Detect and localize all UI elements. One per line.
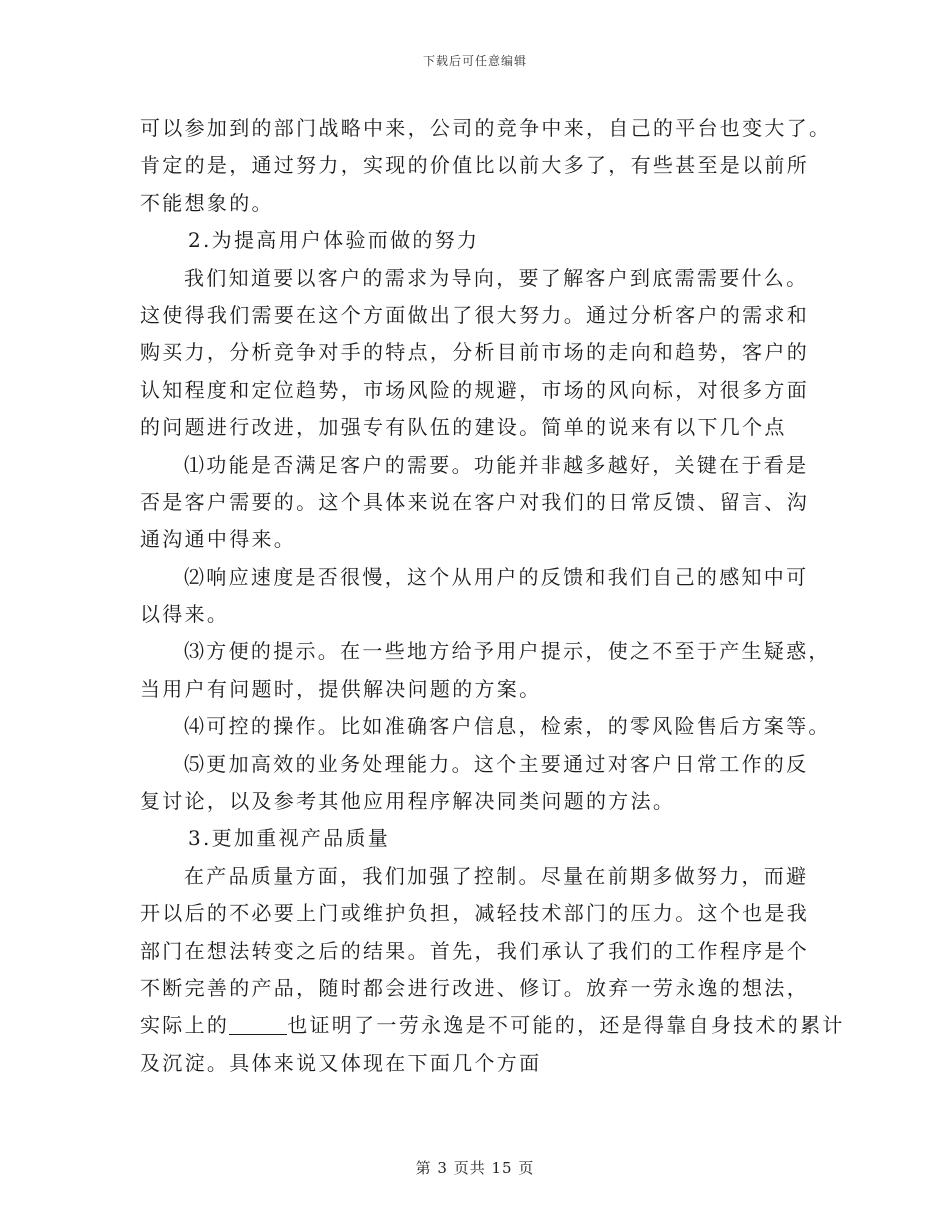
paragraph-line: 这使得我们需要在这个方面做出了很大努力。通过分析客户的需求和 — [140, 302, 809, 327]
document-body — [140, 110, 845, 1082]
page-footer: 第 3 页共 15 页 — [415, 1159, 535, 1177]
section-heading: 3.更加重视产品质量 — [188, 826, 391, 851]
paragraph-line: 的问题进行改进，加强专有队伍的建设。简单的说来有以下几个点 — [140, 415, 787, 440]
paragraph-line: 可以参加到的部门战略中来，公司的竞争中来，自己的平台也变大了。 — [140, 116, 832, 140]
paragraph-line: 不能想象的。 — [140, 190, 274, 215]
page-header: 下载后可任意编辑 — [422, 54, 527, 68]
paragraph-line: 我们知道要以客户的需求为导向，要了解客户到底需需要什么。 — [184, 265, 809, 290]
list-item-line: 当用户有问题时，提供解决问题的方案。 — [140, 676, 542, 701]
paragraph-line: 在产品质量方面，我们加强了控制。尽量在前期多做努力，而避 — [184, 863, 809, 888]
list-item-line: ⑸更加高效的业务处理能力。这个主要通过对客户日常工作的反 — [184, 751, 809, 776]
paragraph-line: 购买力，分析竞争对手的特点，分析目前市场的走向和趋势，客户的 — [140, 340, 809, 365]
list-item-line: 复讨论，以及参考其他应用程序解决同类问题的方法。 — [140, 789, 676, 814]
paragraph-line: 肯定的是，通过努力，实现的价值比以前大多了，有些甚至是以前所 — [140, 153, 809, 178]
line-prefix: 实际上的 — [140, 1013, 230, 1038]
list-item-line: 否是客户需要的。这个具体来说在客户对我们的日常反馈、留言、沟 — [140, 489, 809, 514]
list-item-line: ⑶方便的提示。在一些地方给予用户提示，使之不至于产生疑惑， — [184, 639, 831, 664]
section-heading: 2.为提高用户体验而做的努力 — [188, 228, 480, 253]
list-item-line: ⑷可控的操作。比如准确客户信息，检索，的零风险售后方案等。 — [184, 714, 831, 739]
paragraph-line: 及沉淀。具体来说又体现在下面几个方面 — [140, 1050, 542, 1075]
paragraph-line: 开以后的不必要上门或维护负担，减轻技术部门的压力。这个也是我 — [140, 901, 809, 926]
paragraph-line: 认知程度和定位趋势，市场风险的规避，市场的风向标，对很多方面 — [140, 377, 809, 402]
list-item-line: ⑴功能是否满足客户的需要。功能并非越多越好，关键在于看是 — [184, 452, 809, 477]
paragraph-line: 部门在想法转变之后的结果。首先，我们承认了我们的工作程序是个 — [140, 938, 809, 963]
list-item-line: ⑵响应速度是否很慢，这个从用户的反馈和我们自己的感知中可 — [184, 564, 809, 589]
fill-in-blank — [229, 1012, 287, 1035]
paragraph-line: 不断完善的产品，随时都会进行改进、修订。放弃一劳永逸的想法， — [140, 975, 809, 1000]
line-suffix: 也证明了一劳永逸是不可能的，还是得靠自身技术的累计 — [287, 1013, 845, 1038]
list-item-line: 通沟通中得来。 — [140, 527, 297, 552]
paragraph-line — [140, 1007, 845, 1044]
list-item-line: 以得来。 — [140, 602, 230, 627]
